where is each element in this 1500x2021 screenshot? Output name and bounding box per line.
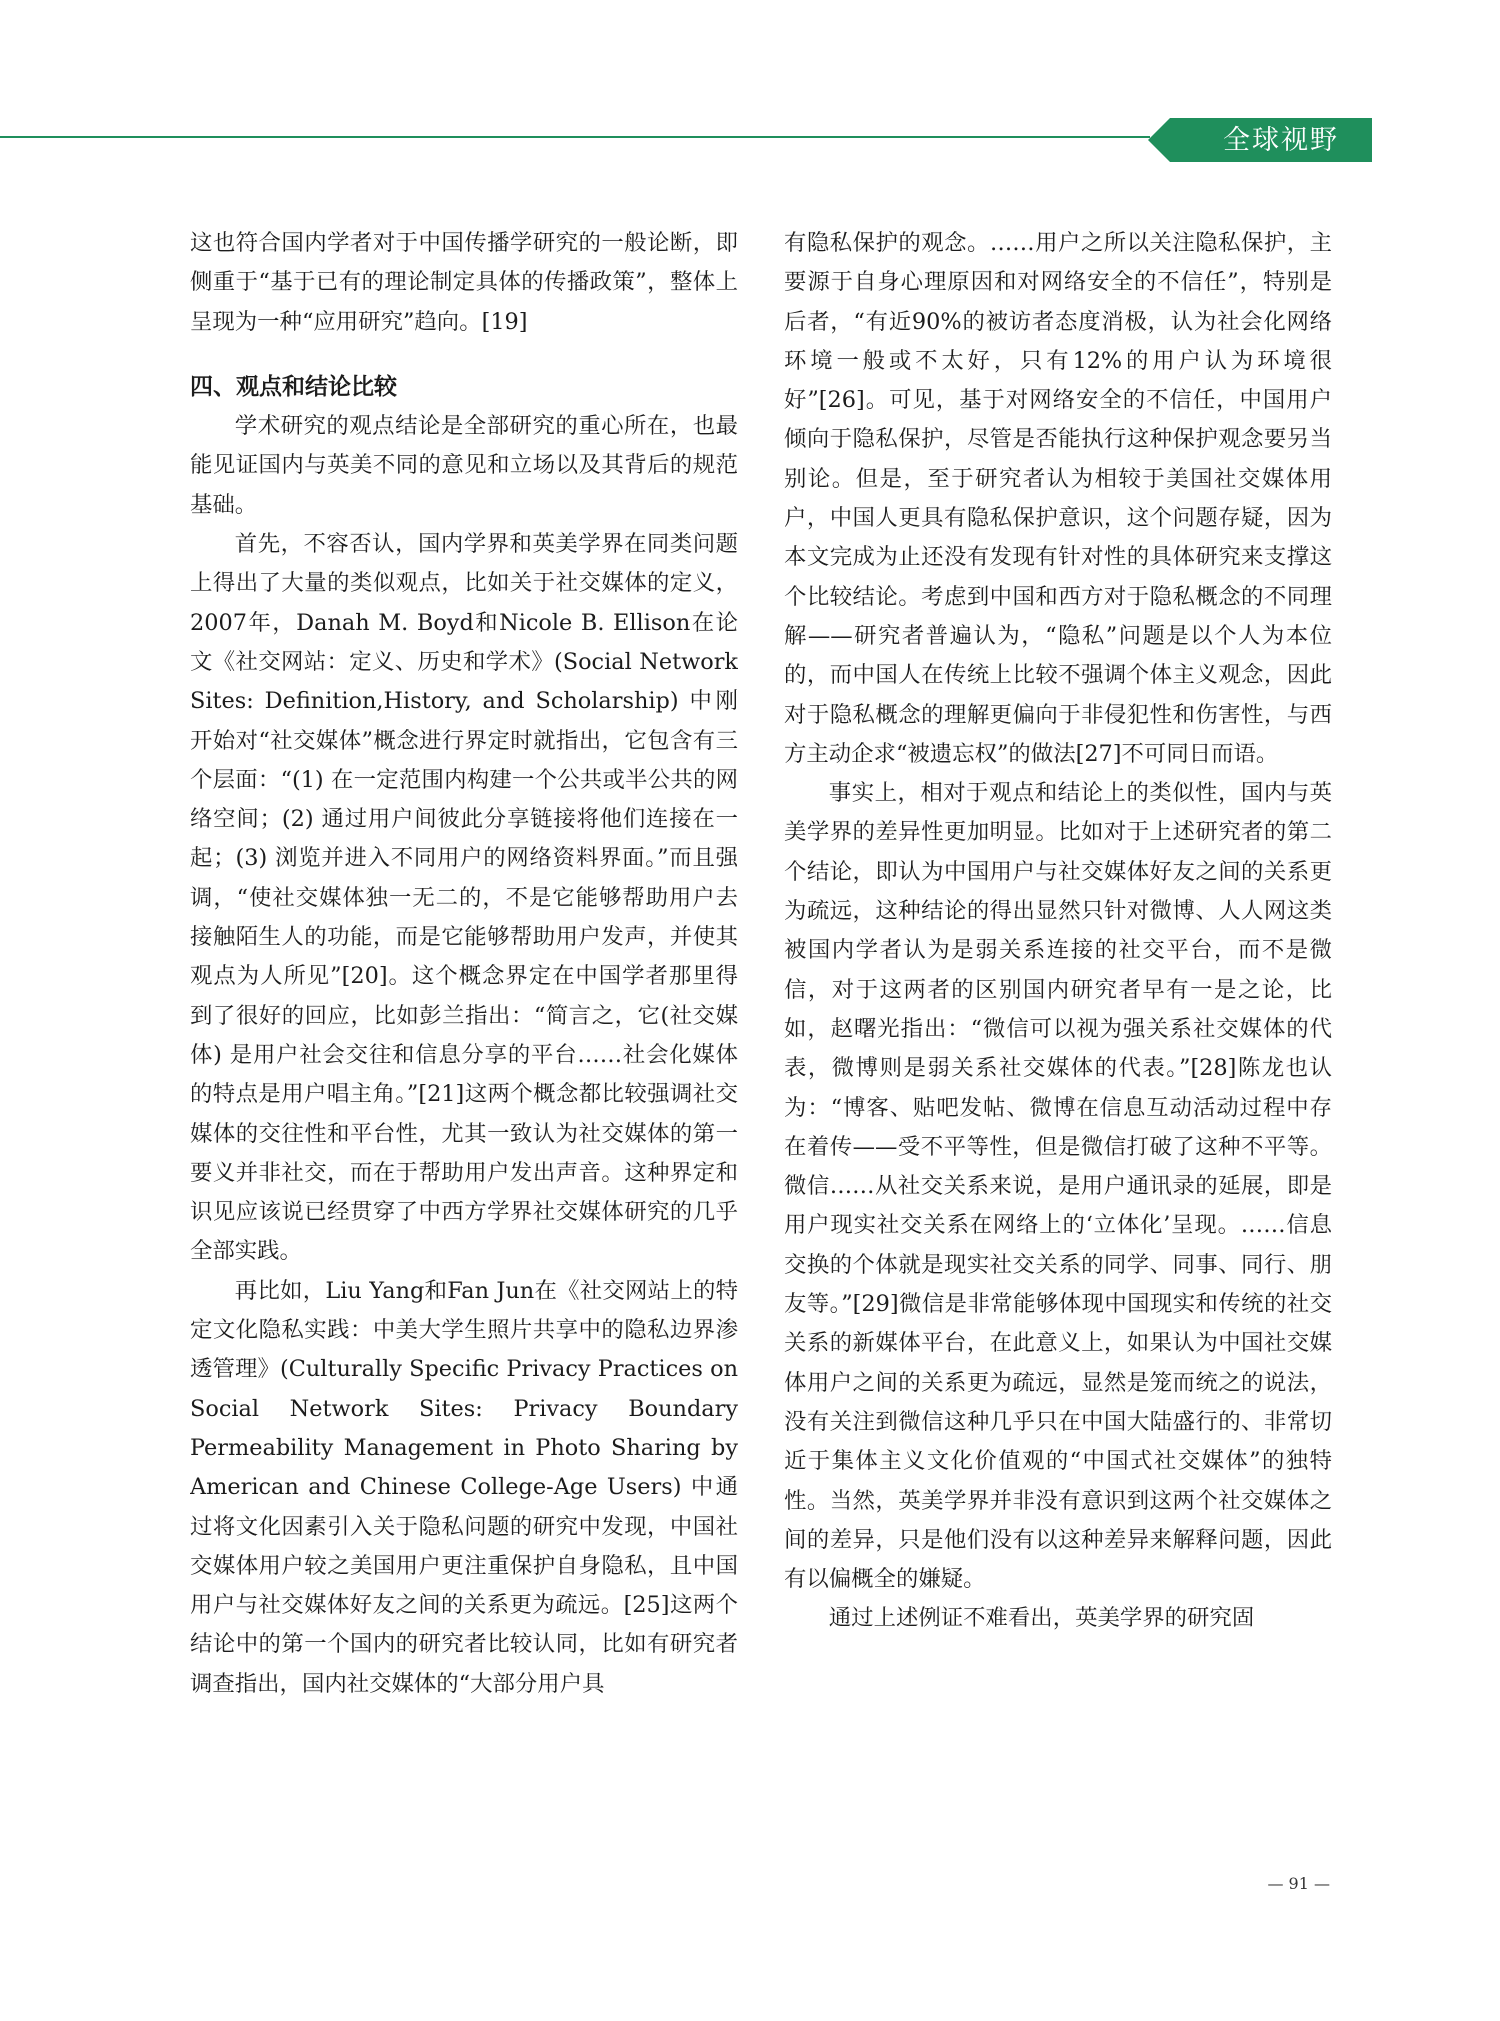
paragraph: 事实上，相对于观点和结论上的类似性，国内与英美学界的差异性更加明显。比如对于上述研究者的第二个结论，即认为中国用户与社交媒体好友之间的关系更为疏远，这种结论的得出显然只针对微博、人人网这类被国内学者认为是弱关系连接的社交平台，而不是微信，对于这两者的区别国内研究者早有一是之论，比如，赵曙光指出：“微信可以视为强关系社交媒体的代表，微博则是弱关系社交媒体的代表。”[28]陈龙也认为：“博客、贴吧发帖、微博在信息互动活动过程中存在着传——受不平等性，但是微信打破了这种不平等。微信……从社交关系来说，是用户通讯录的延展，即是用户现实社交关系在网络上的‘立体化’呈现。……信息交换的个体就是现实社交关系的同学、同事、同行、朋友等。”[29]微信是非常能够体现中国现实和传统的社交关系的新媒体平台，在此意义上，如果认为中国社交媒体用户之间的关系更为疏远，显然是笼而统之的说法，没有关注到微信这种几乎只在中国大陆盛行的、非常切近于集体主义文化价值观的“中国式社交媒体”的独特性。当然，英美学界并非没有意识到这两个社交媒体之间的差异，只是他们没有以这种差异来解释问题，因此有以偏概全的嫌疑。 — [784, 780, 1332, 1593]
paragraph: 这也符合国内学者对于中国传播学研究的一般论断，即侧重于“基于已有的理论制定具体的传播政策”，整体上呈现为一种“应用研究”趋向。[19] — [190, 230, 738, 335]
paragraph: 再比如，Liu Yang和Fan Jun在《社交网站上的特定文化隐私实践：中美大学生照片共享中的隐私边界渗透管理》(Culturally Specific Privacy Practices on Social Network Sites: Privacy Boundary Permeability Management in Photo Sharing by American and Chinese College-Age Users) 中通过将文化因素引入关于隐私问题的研究中发现，中国社交媒体用户较之美国用户更注重保护自身隐私，且中国用户与社交媒体好友之间的关系更为疏远。[25]这两个结论中的第一个国内的研究者比较认同，比如有研究者调查指出，国内社交媒体的“大部分用户具 — [190, 1277, 738, 1697]
section-tab-label: 全球视野 — [1223, 125, 1339, 156]
header-rule — [0, 136, 1150, 138]
paragraph: 有隐私保护的观念。……用户之所以关注隐私保护，主要源于自身心理原因和对网络安全的不信任”，特别是后者，“有近90%的被访者态度消极，认为社会化网络环境一般或不太好，只有12%的用户认为环境很好”[26]。可见，基于对网络安全的不信任，中国用户倾向于隐私保护，尽管是否能执行这种保护观念要另当别论。但是，至于研究者认为相较于美国社交媒体用户，中国人更具有隐私保护意识，这个问题存疑，因为本文完成为止还没有发现有针对性的具体研究来支撑这个比较结论。考虑到中国和西方对于隐私概念的不同理解——研究者普遍认为，“隐私”问题是以个人为本位的，而中国人在传统上比较不强调个体主义观念，因此对于隐私概念的理解更偏向于非侵犯性和伤害性，与西方主动企求“被遗忘权”的做法[27]不可同日而语。 — [784, 230, 1332, 767]
paragraph: 首先，不容否认，国内学界和英美学界在同类问题上得出了大量的类似观点，比如关于社交媒体的定义，2007年，Danah M. Boyd和Nicole B. Ellison在论文《社交网站：定义、历史和学术》(Social Network Sites: Definition,History, and Scholarship) 中刚开始对“社交媒体”概念进行界定时就指出，它包含有三个层面：“(1) 在一定范围内构建一个公共或半公共的网络空间；(2) 通过用户间彼此分享链接将他们连接在一起；(3) 浏览并进入不同用户的网络资料界面。”而且强调，“使社交媒体独一无二的，不是它能够帮助用户去接触陌生人的功能，而是它能够帮助用户发声，并使其观点为人所见”[20]。这个概念界定在中国学者那里得到了很好的回应，比如彭兰指出：“简言之，它(社交媒体) 是用户社会交往和信息分享的平台……社会化媒体的特点是用户唱主角。”[21]这两个概念都比较强调社交媒体的交往性和平台性，尤其一致认为社交媒体的第一要义并非社交，而在于帮助用户发出声音。这种界定和识见应该说已经贯穿了中西方学界社交媒体研究的几乎全部实践。 — [190, 531, 738, 1265]
right-column — [784, 224, 1332, 1824]
paragraph: 通过上述例证不难看出，英美学界的研究固 — [828, 1605, 1255, 1632]
left-column — [190, 224, 738, 1824]
section-heading: 四、观点和结论比较 — [190, 373, 397, 400]
page-number: — 91 — — [1267, 1874, 1330, 1893]
paragraph: 学术研究的观点结论是全部研究的重心所在，也最能见证国内与英美不同的意见和立场以及其背后的规范基础。 — [190, 413, 738, 518]
